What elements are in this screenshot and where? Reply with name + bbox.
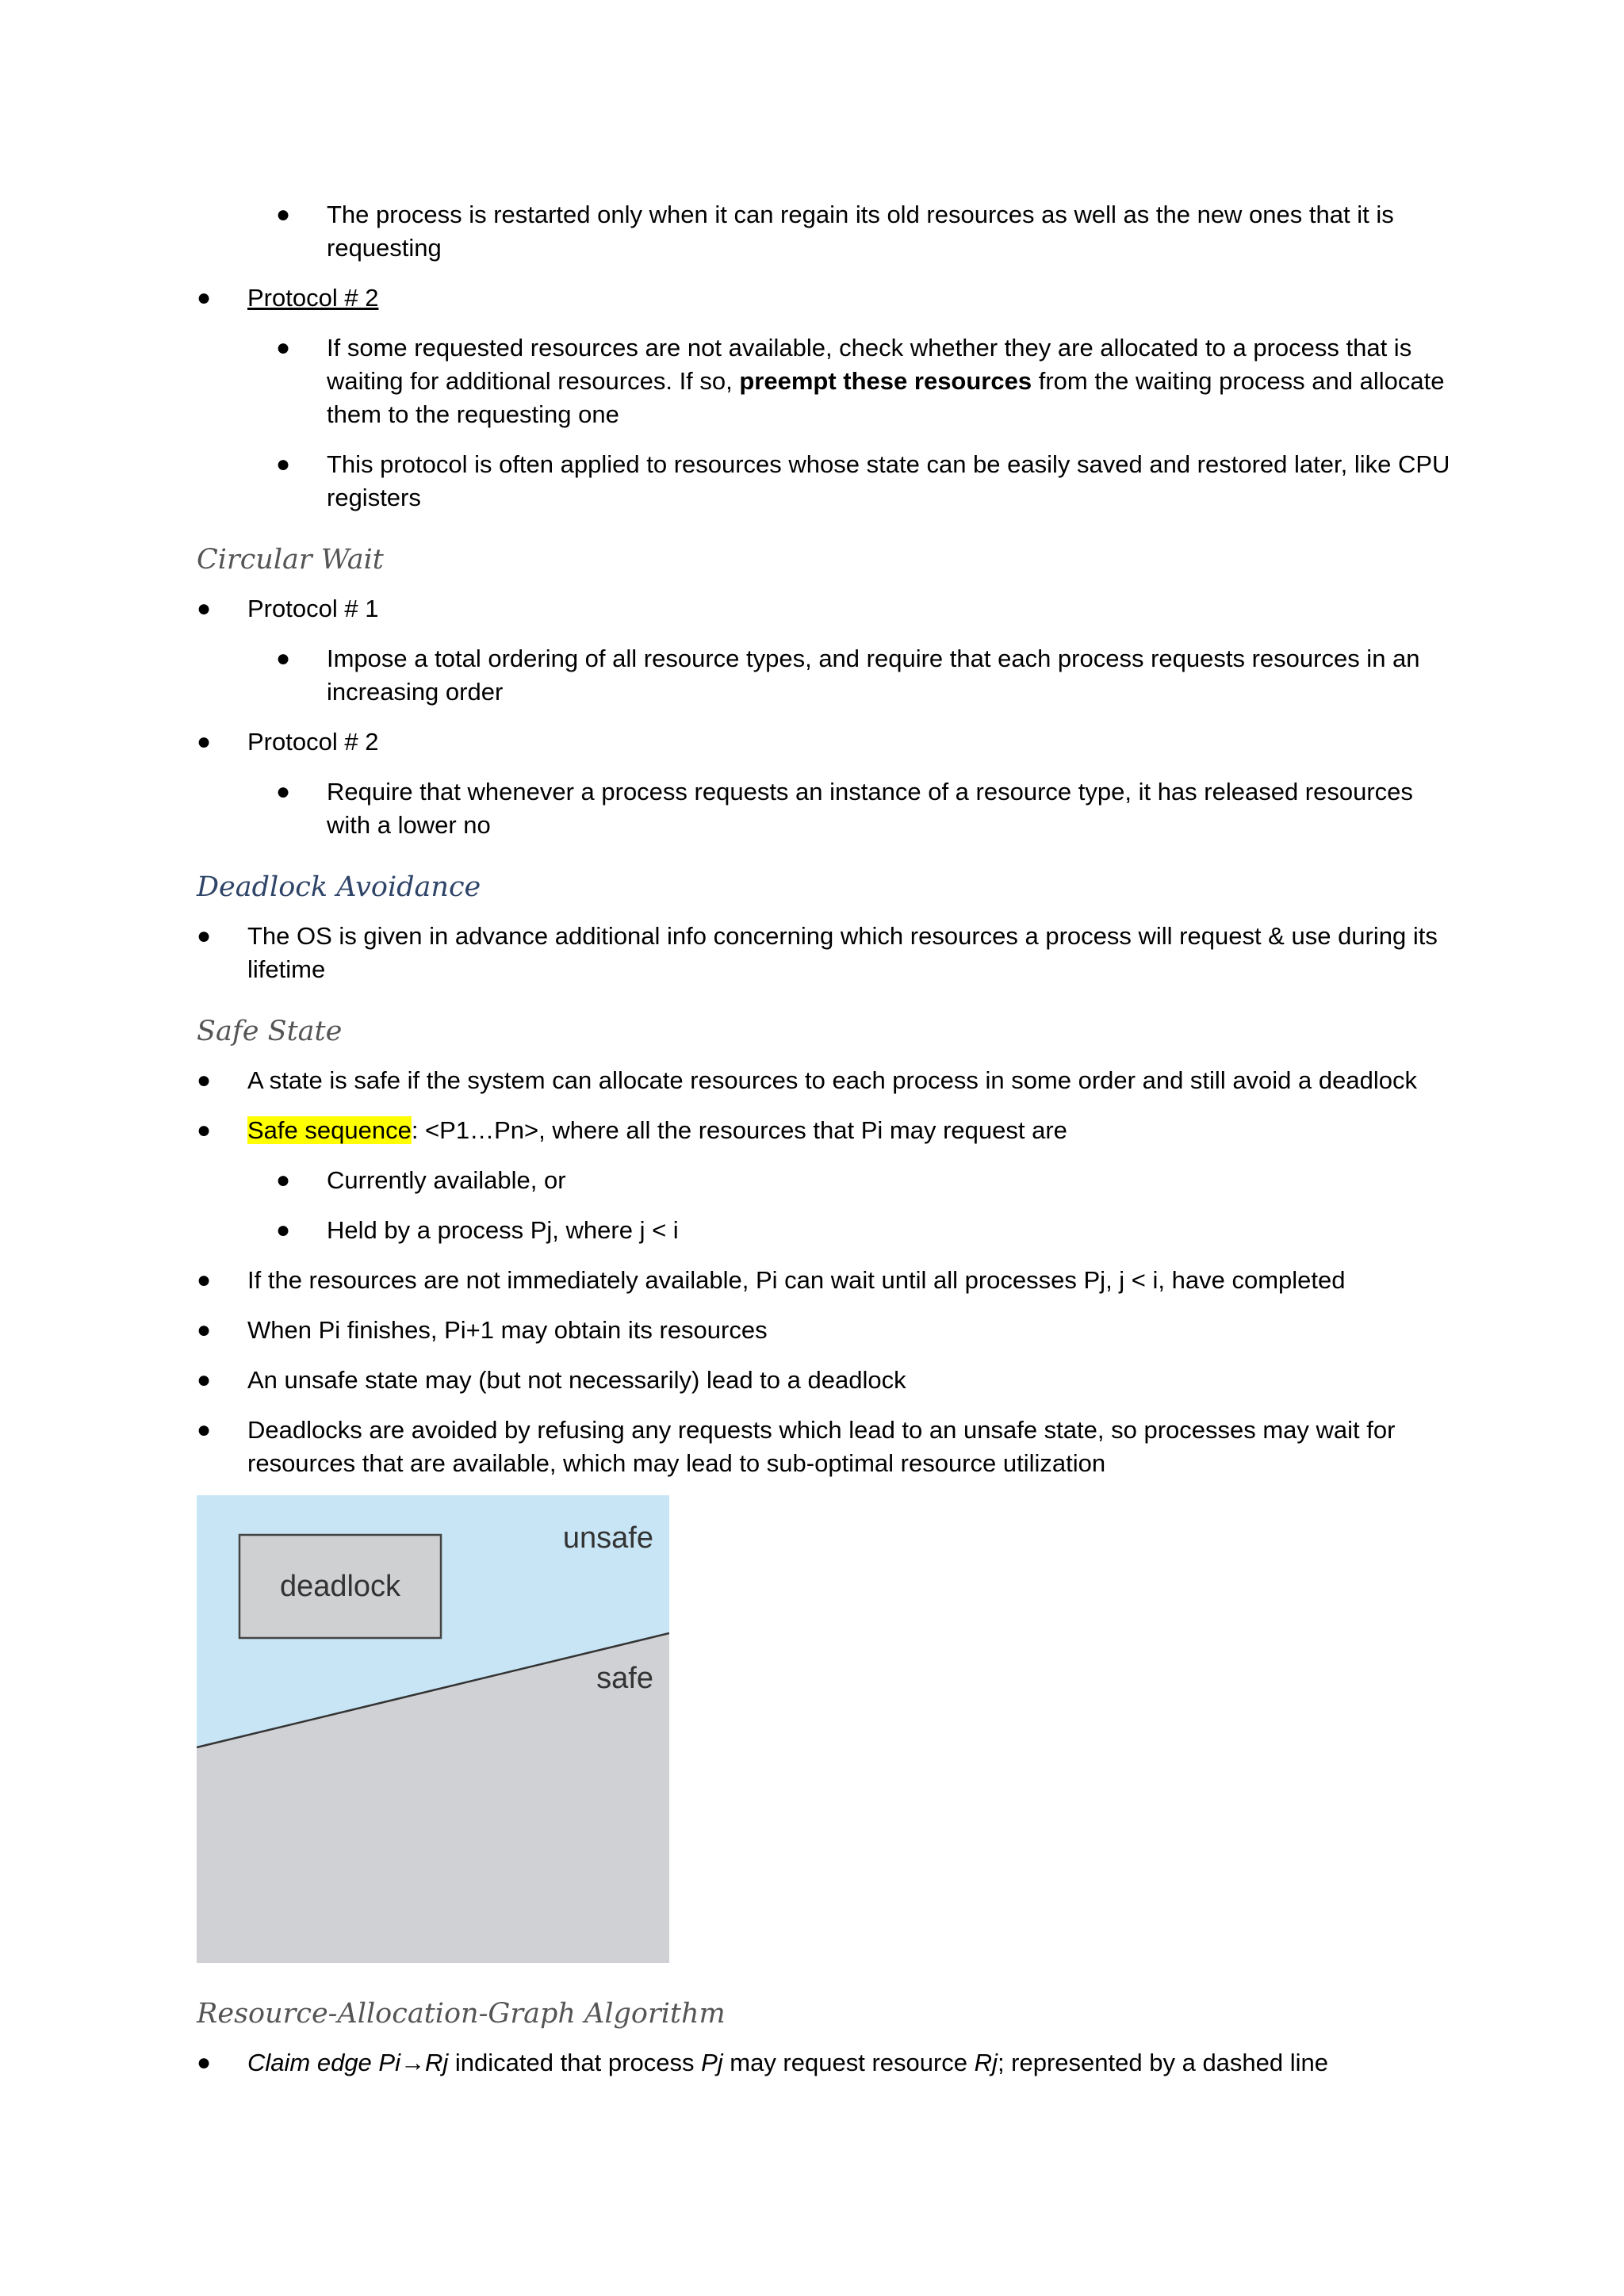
restart-item — [327, 198, 1453, 265]
bullet: ● — [197, 1267, 212, 1293]
bullet: ● — [197, 923, 212, 949]
currently-available-item: Currently available, or — [327, 1166, 566, 1194]
safe-sequence-text: : <P1…Pn>, where all the resources that Pi may request are — [411, 1116, 1067, 1144]
finishes-item: When Pi finishes, Pi+1 may obtain its resources — [247, 1316, 768, 1344]
bullet: ● — [197, 729, 212, 755]
bullet: ● — [197, 1067, 212, 1093]
claim-edge-term: Claim edge Pi→Rj — [247, 2049, 449, 2076]
wait-item: If the resources are not immediately available, Pi can wait until all processes Pj, j < i, have completed — [247, 1266, 1346, 1294]
bullet: ● — [276, 1217, 291, 1243]
advance-info-item: The OS is given in advance additional info concerning which resources a process will request & use during its lifetime — [247, 922, 1438, 983]
safe-state-heading: Safe State — [197, 1016, 343, 1047]
release-item: Require that whenever a process requests an instance of a resource type, it has released resources with a lower no — [327, 778, 1413, 839]
bullet: ● — [197, 1367, 212, 1393]
claim-edge-item — [247, 2046, 1453, 2080]
bullet: ● — [197, 1117, 212, 1143]
bullet: ● — [276, 1167, 291, 1193]
claim-edge-text-2: may request resource — [722, 2049, 975, 2076]
ordering-item: Impose a total ordering of all resource types, and require that each process requests resources in an increasing order — [327, 645, 1420, 706]
unsafe-state-item: An unsafe state may (but not necessarily) lead to a deadlock — [247, 1366, 906, 1394]
cpu-registers-item: This protocol is often applied to resources whose state can be easily saved and restored later, like CPU registers — [327, 450, 1450, 511]
protocol-2-label — [247, 281, 1453, 315]
unsafe-label: unsafe — [562, 1521, 653, 1555]
safe-label: safe — [596, 1662, 653, 1695]
pj-term: Pj — [701, 2049, 723, 2076]
bullet: ● — [276, 645, 291, 672]
bullet: ● — [276, 451, 291, 477]
restart-text-line2: requesting — [327, 234, 442, 262]
circular-protocol-2: Protocol # 2 — [247, 728, 379, 756]
preempt-text-2: from the waiting process and allocate them to the requesting one — [327, 367, 1445, 428]
rj-term: Rj — [974, 2049, 998, 2076]
bullet: ● — [197, 595, 212, 622]
protocol-2-label-text: Protocol # 2 — [247, 284, 379, 312]
circular-protocol-1: Protocol # 1 — [247, 595, 379, 622]
bullet: ● — [197, 2049, 212, 2076]
bullet: ● — [276, 335, 291, 361]
claim-edge-text-1: indicated that process — [448, 2049, 702, 2076]
bullet: ● — [197, 1317, 212, 1343]
bullet: ● — [276, 201, 291, 228]
safe-sequence-highlight: Safe sequence — [247, 1116, 412, 1144]
claim-edge-text-3: ; represented by a dashed line — [997, 2049, 1329, 2076]
restart-text-line1: The process is restarted only when it can regain its old resources as well as the new ones that it is — [327, 201, 1394, 228]
preempt-item — [327, 331, 1453, 431]
bullet: ● — [276, 779, 291, 805]
held-by-item: Held by a process Pj, where j < i — [327, 1216, 679, 1244]
safe-sequence-item — [247, 1114, 1453, 1147]
bullet: ● — [197, 1417, 212, 1443]
avoided-item: Deadlocks are avoided by refusing any requests which lead to an unsafe state, so processes may wait for resources that are available, which may lead to sub-optimal resource utilization — [247, 1416, 1396, 1477]
safe-definition-item: A state is safe if the system can allocate resources to each process in some order and still avoid a deadlock — [247, 1066, 1417, 1094]
diagram-svg — [197, 1495, 669, 1963]
rag-heading: Resource-Allocation-Graph Algorithm — [197, 1998, 726, 2030]
circular-wait-heading: Circular Wait — [197, 544, 384, 576]
preempt-text-1: If some requested resources are not available, check whether they are allocated to a process that is waiting for additional resources. If so, — [327, 334, 1412, 395]
deadlock-label: deadlock — [279, 1570, 401, 1603]
preempt-bold-text: preempt these resources — [739, 367, 1032, 395]
safe-unsafe-diagram — [197, 1495, 669, 1963]
deadlock-avoidance-heading: Deadlock Avoidance — [197, 871, 481, 903]
bullet: ● — [197, 285, 212, 311]
